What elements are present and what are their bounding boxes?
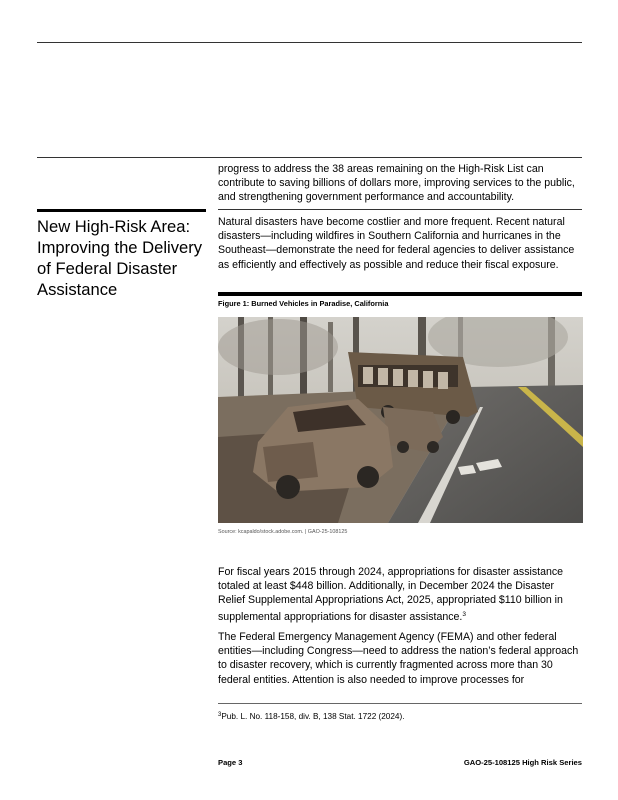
intro-paragraph: progress to address the 38 areas remaining on the High-Risk List can contribute to saving billions of dollars more, improving services to the public, and strengthening government performance and accountability.: [218, 163, 575, 204]
figure-source: Source: kcapaldo/stock.adobe.com. | GAO-25-108125: [218, 529, 348, 535]
figure-rule: [218, 292, 582, 296]
burned-vehicles-photo: [218, 317, 583, 523]
appropriations-paragraph: [218, 565, 583, 624]
fema-paragraph: The Federal Emergency Management Agency (FEMA) and other federal entities—including Congress—need to address the nation’s federal approach to disaster recovery, which is currently fragmented across more than 30 federal entities. Attention is also needed to improve processes for: [218, 631, 579, 686]
appropriations-text: For fiscal years 2015 through 2024, appropriations for disaster assistance totaled at least $448 billion. Additionally, in December 2024 the Disaster Relief Supplemental Appropriations Act, 2025, appropriated $110 billion in supplemental appropriations for disaster assistance.: [218, 566, 564, 623]
report-id: GAO-25-108125 High Risk Series: [463, 758, 582, 767]
section-title-rule: [37, 209, 206, 212]
footnote-number: 3: [218, 712, 222, 718]
footnote: [218, 712, 404, 721]
section-heading: New High-Risk Area: Improving the Delivery of Federal Disaster Assistance: [37, 217, 203, 299]
footnote-rule: [218, 703, 582, 704]
top-rule: [37, 42, 582, 43]
figure-caption: Figure 1: Burned Vehicles in Paradise, California: [218, 299, 389, 308]
page-number: Page 3: [218, 758, 243, 767]
footnote-reference: 3: [462, 610, 467, 618]
footnote-text: Pub. L. No. 118-158, div. B, 138 Stat. 1722 (2024).: [221, 712, 405, 721]
section-rule: [37, 157, 582, 158]
section-body-rule: [218, 209, 582, 210]
section-paragraph: Natural disasters have become costlier and more frequent. Recent natural disasters—including wildfires in Southern California and hurricanes in the Southeast—demonstrate the need for federal agencies to deliver assistance as efficiently and effectively as possible and reduce their fiscal exposure.: [218, 216, 575, 271]
